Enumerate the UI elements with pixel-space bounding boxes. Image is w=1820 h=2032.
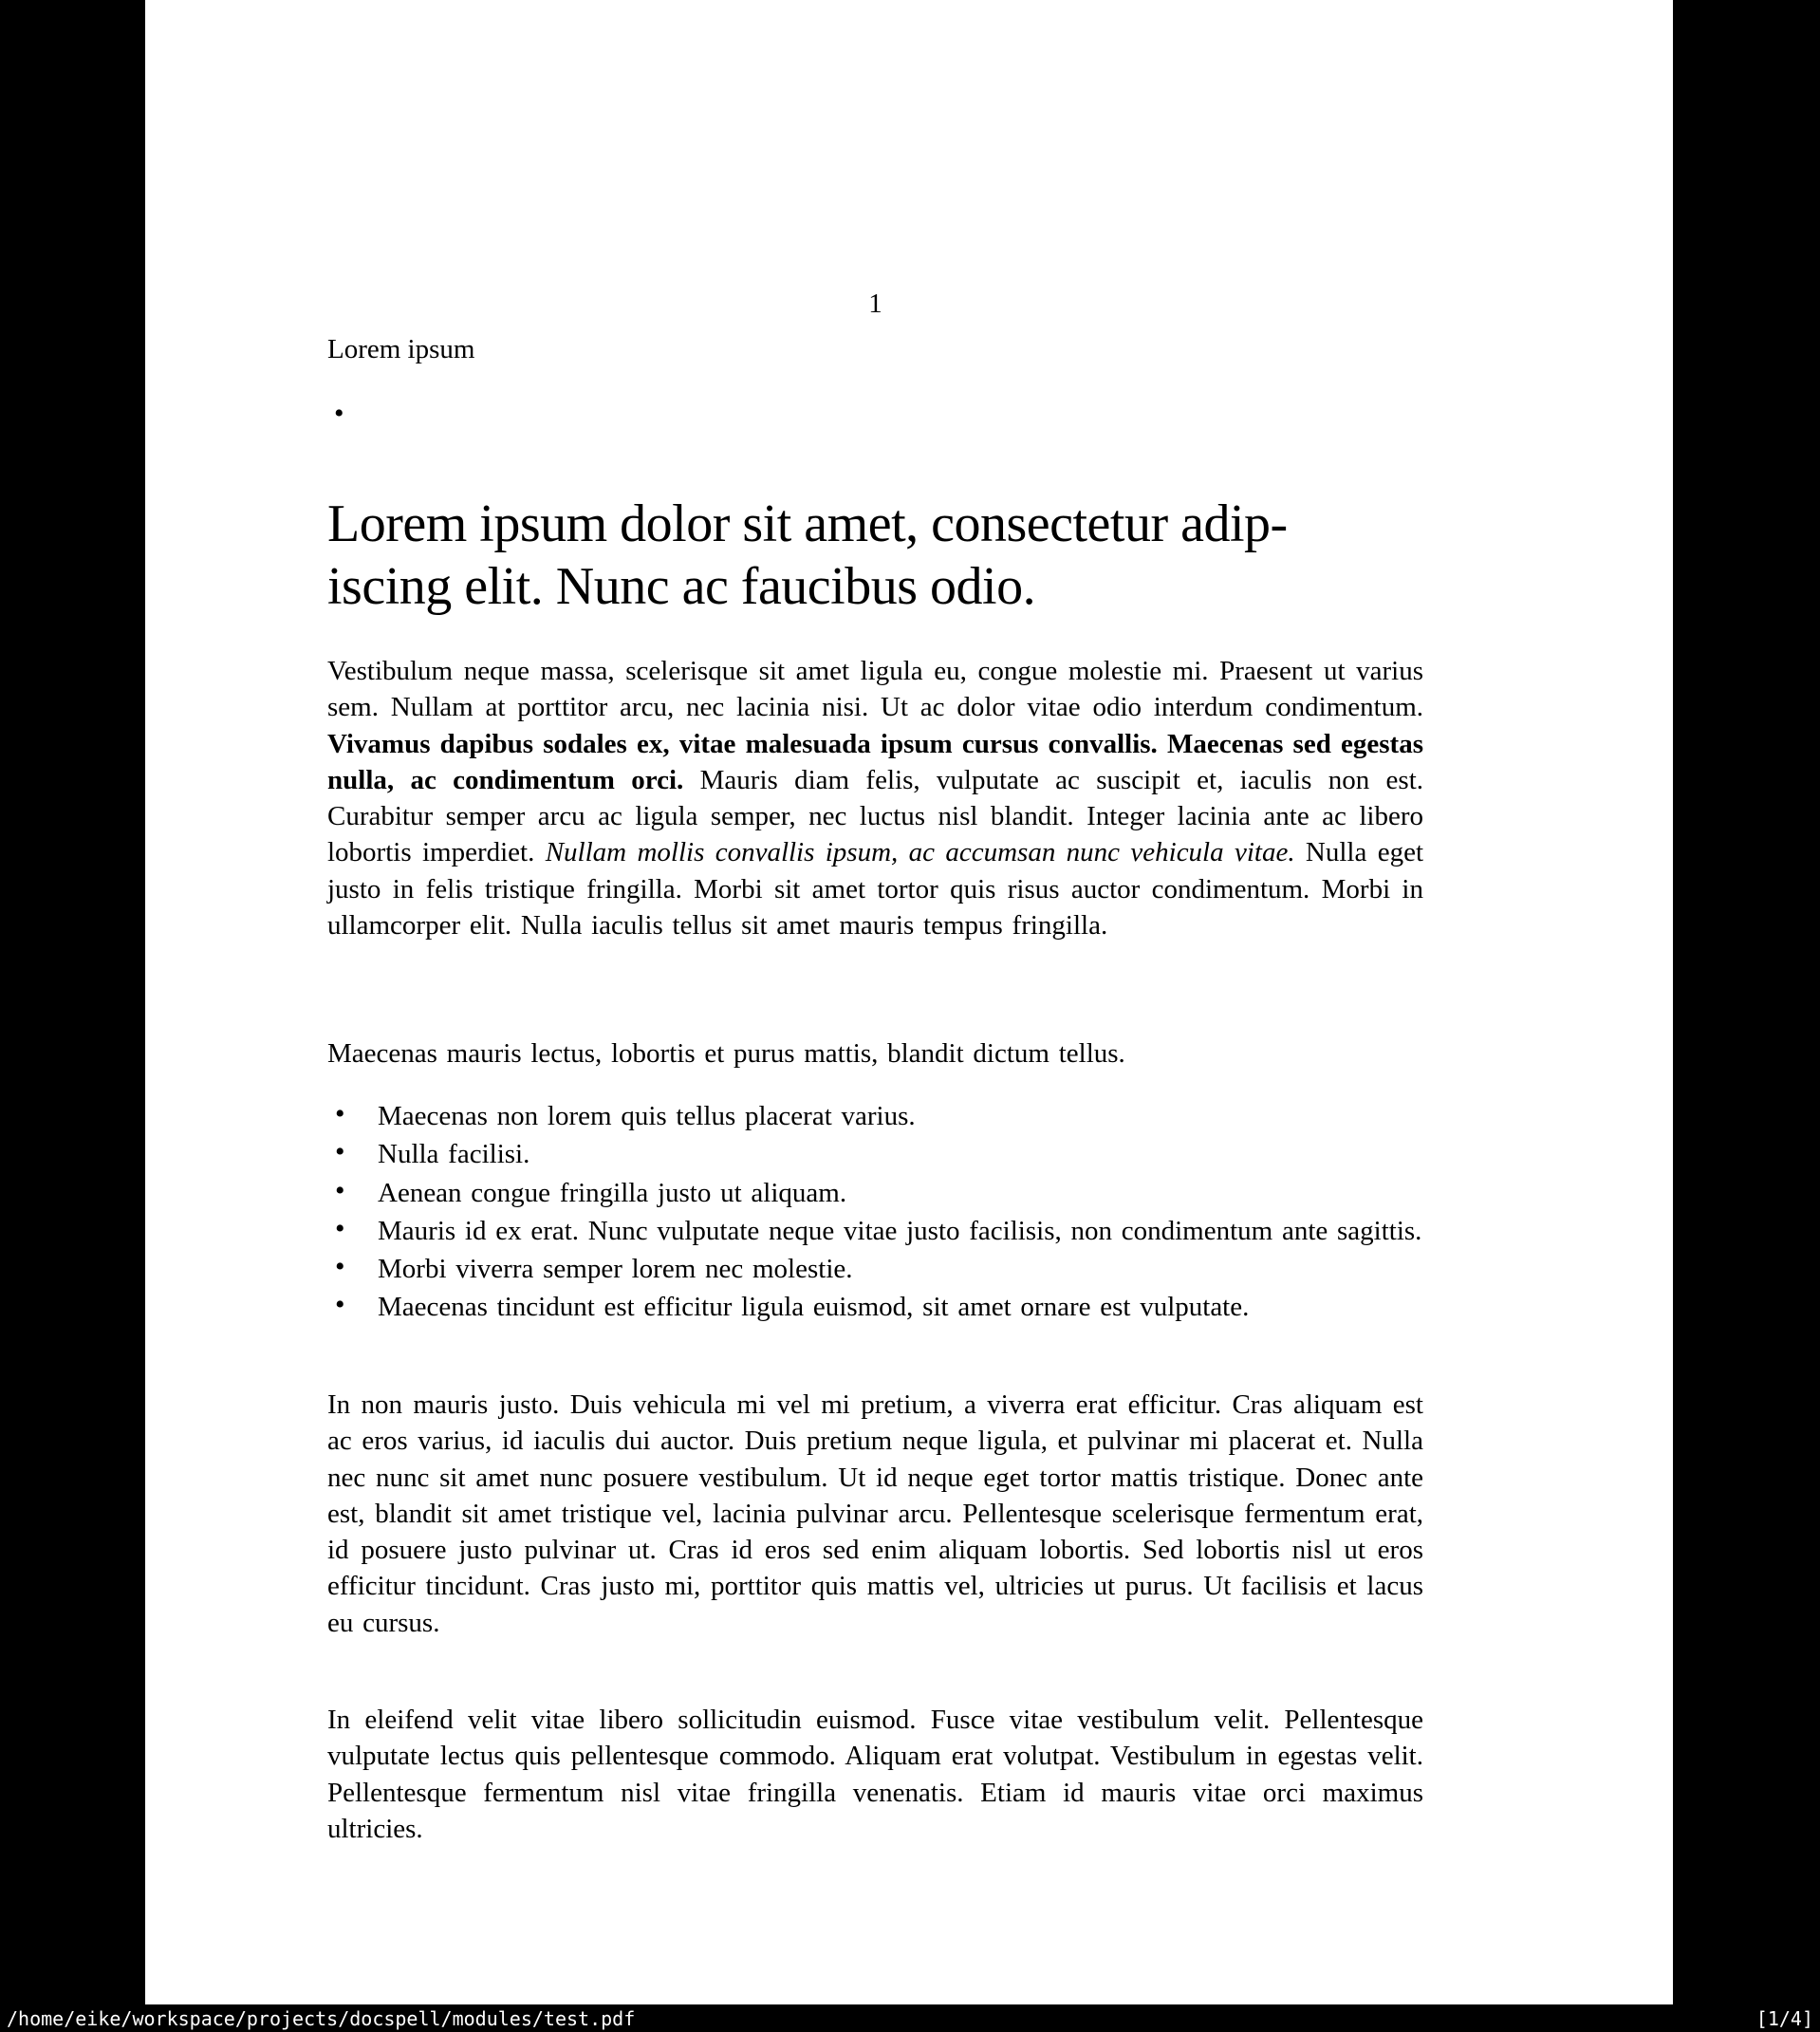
paragraph-1-italic-text: Nullam mollis convallis ipsum, ac accumsan nunc vehicula vitae.: [545, 837, 1295, 868]
heading-line-2: iscing elit. Nunc ac faucibus odio.: [327, 557, 1036, 616]
list-item: [327, 1175, 1423, 1211]
list-item-text: Nulla facilisi.: [378, 1139, 530, 1170]
bullet-icon: •: [335, 1136, 345, 1168]
status-bar: [0, 2004, 1820, 2032]
paragraph-3: In non mauris justo. Duis vehicula mi vel mi pretium, a viverra erat efficitur. Cras aliquam est ac eros varius, id iaculis dui auctor. Duis pretium neque ligula, et pulvinar mi placerat et. Nulla nec nunc sit amet nunc posuere vestibulum. Ut id neque eget tortor mattis tristique. Donec ante est, blandit sit amet tristique vel, lacinia pulvinar arcu. Pellentesque scelerisque fermentum erat, id posuere justo pulvinar ut. Cras id eros sed enim aliquam lobortis. Sed lobortis nisl ut eros efficitur tincidunt. Cras justo mi, porttitor quis mattis vel, ultricies ut purus. Ut facilisis et lacus eu cursus.: [327, 1389, 1423, 1638]
statusbar-filepath: /home/eike/workspace/projects/docspell/modules/test.pdf: [7, 2006, 636, 2030]
paragraph-1-text: Mauris diam felis, vulputate ac suscipit et, iaculis non est. Curabitur semper arcu ac ligula semper, nec luctus nisl blandit. Integer lacinia ante ac libero lobortis imperdiet.: [327, 764, 1424, 868]
bullet-icon: •: [335, 1098, 345, 1129]
list-item-text: Morbi viverra semper lorem nec molestie.: [378, 1254, 853, 1285]
bullet-icon: •: [335, 1289, 345, 1321]
page-number: 1: [868, 289, 882, 319]
statusbar-page-indicator: [1/4]: [1755, 2006, 1813, 2030]
list-item-text: Maecenas non lorem quis tellus placerat varius.: [378, 1101, 916, 1131]
list-item-text: Aenean congue fringilla justo ut aliquam.: [378, 1177, 847, 1208]
list-item-text: Mauris id ex erat. Nunc vulputate neque vitae justo facilisis, non condimentum ante sagittis.: [378, 1215, 1422, 1246]
bullet-icon: •: [335, 1174, 345, 1206]
heading-line-1: Lorem ipsum dolor sit amet, consectetur adip-: [327, 494, 1288, 553]
bullet-icon: •: [335, 1251, 345, 1283]
list-item: [327, 1136, 1423, 1172]
pdf-page[interactable]: [145, 0, 1673, 2004]
paragraph-1: [327, 653, 1423, 943]
paragraph-1-text: Nulla eget justo in felis tristique fringilla. Morbi sit amet tortor quis risus auctor condimentum. Morbi in ullamcorper elit. Nulla iaculis tellus sit amet mauris tempus fringilla.: [327, 837, 1424, 941]
list-item: [327, 1098, 1423, 1134]
paragraph-2: Maecenas mauris lectus, lobortis et purus mattis, blandit dictum tellus.: [327, 1038, 1125, 1069]
intro-label: Lorem ipsum: [327, 334, 475, 364]
list-item: [327, 1213, 1423, 1249]
list-item: [327, 1289, 1423, 1325]
paragraph-4: In eleifend velit vitae libero sollicitudin euismod. Fusce vitae vestibulum velit. Pellentesque vulputate lectus quis pellentesque commodo. Aliquam erat volutpat. Vestibulum in egestas velit. Pellentesque fermentum nisl vitae fringilla venenatis. Etiam id mauris vitae orci maximus ultricies.: [327, 1705, 1423, 1844]
bullet-icon: •: [335, 1212, 345, 1244]
empty-bullet-item: [334, 396, 344, 432]
list-item: [327, 1251, 1423, 1287]
list-item-text: Maecenas tincidunt est efficitur ligula euismod, sit amet ornare est vulputate.: [378, 1292, 1250, 1323]
paragraph-1-bold-text: Vivamus dapibus sodales ex, vitae malesuada ipsum cursus convallis. Maecenas sed egestas nulla, ac condimentum orci.: [327, 728, 1423, 795]
bullet-icon: •: [334, 398, 344, 429]
bullet-list: [327, 1098, 1423, 1328]
document-heading: [327, 493, 1423, 618]
paragraph-1-text: Vestibulum neque massa, scelerisque sit amet ligula eu, congue molestie mi. Praesent ut varius sem. Nullam at porttitor arcu, nec lacinia nisi. Ut ac dolor vitae odio interdum condimentum.: [327, 656, 1423, 723]
